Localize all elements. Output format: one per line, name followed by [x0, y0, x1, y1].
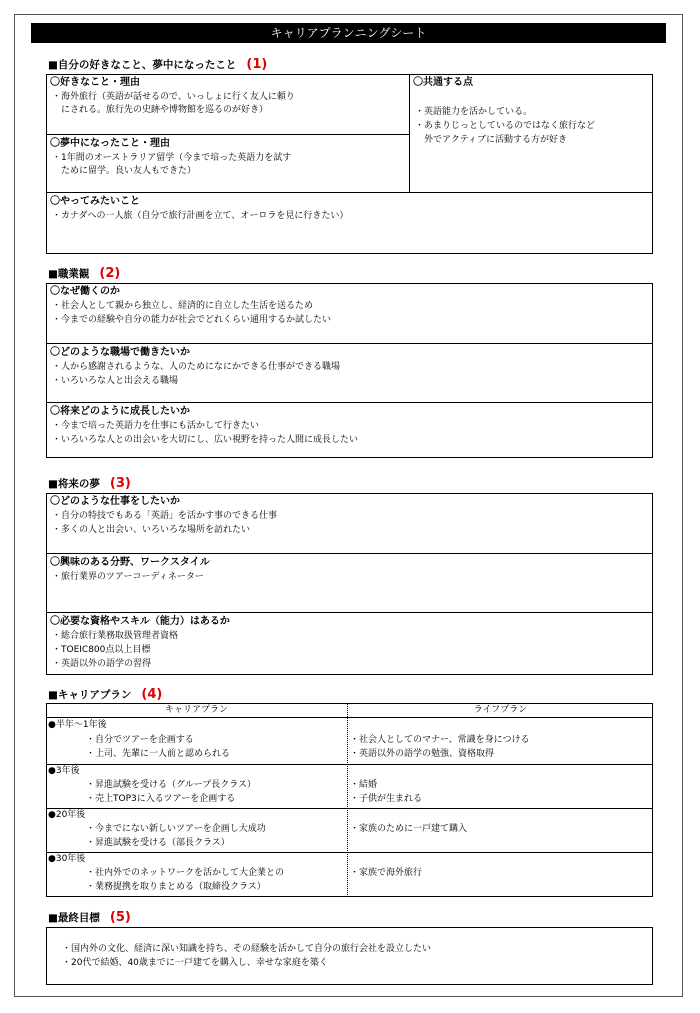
career-plan-row-divider	[46, 852, 653, 853]
section1-vdivider	[409, 74, 410, 192]
career-item: ・上司、先輩に一人前と認められる	[86, 749, 231, 759]
life-item: ・英語以外の語学の勉強、資格取得	[350, 749, 495, 759]
want-title: 〇やってみたいこと	[50, 196, 140, 207]
career-item: ・自分でツアーを企画する	[86, 735, 194, 745]
life-item: ・家族で海外旅行	[350, 868, 423, 878]
life-item: ・社会人としてのマナー、常識を身につける	[350, 735, 530, 745]
section4-heading	[48, 688, 162, 702]
final-goal-box	[46, 927, 653, 985]
career-item: ・社内外でのネットワークを活かして大企業との	[86, 868, 285, 878]
want-line: ・カナダへの一人旅（自分で旅行計画を立て、オーロラを見に行きたい）	[52, 211, 349, 221]
growth-line: ・今まで培った英語力を仕事にも活かして行きたい	[52, 421, 260, 431]
section3-heading	[48, 477, 131, 491]
skills-line: ・総合旅行業務取扱管理者資格	[52, 631, 179, 641]
life-item: ・子供が生まれる	[350, 794, 423, 804]
section2-number: (2)	[99, 266, 121, 281]
why-work-line: ・今までの経験や自分の能力が社会でどれくらい通用するか試したい	[52, 315, 332, 325]
passion-line: ・1年間のオーストラリア留学（今まで培った英語力を試す	[52, 153, 292, 163]
section3-divider	[46, 612, 653, 613]
career-plan-header-divider	[46, 717, 653, 718]
period-label: ●3年後	[48, 766, 80, 776]
section5-heading-text: ■最終目標	[48, 912, 100, 924]
section3-heading-text: ■将来の夢	[48, 478, 100, 490]
common-line: ・英語能力を活かしている。	[415, 107, 533, 117]
likes-title: 〇好きなこと・理由	[50, 77, 140, 88]
section1-heading-text: ■自分の好きなこと、夢中になったこと	[48, 59, 237, 71]
life-item: ・結婚	[350, 780, 378, 790]
career-item: ・売上TOP3に入るツアーを企画する	[86, 794, 236, 804]
career-plan-column-divider	[347, 703, 348, 897]
career-column-header: キャリアプラン	[164, 705, 228, 715]
section4-number: (4)	[141, 687, 163, 702]
life-item: ・家族のために一戸建て購入	[350, 824, 468, 834]
period-label: ●20年後	[48, 810, 86, 820]
section5-number: (5)	[109, 910, 131, 925]
job-line: ・自分の特技でもある「英語」を活かす事のできる仕事	[52, 511, 278, 521]
period-label: ●30年後	[48, 854, 86, 864]
career-plan-row-divider	[46, 808, 653, 809]
final-goal-line: ・20代で結婚、40歳までに一戸建てを購入し、幸せな家庭を築く	[62, 958, 328, 968]
career-item: ・昇進試験を受ける（部長クラス）	[86, 838, 230, 848]
section3-number: (3)	[109, 476, 131, 491]
section2-heading	[48, 267, 120, 281]
career-item: ・今までにない新しいツアーを企画し大成功	[86, 824, 266, 834]
section2-divider	[46, 402, 653, 403]
job-line: ・多くの人と出会い、いろいろな場所を訪れたい	[52, 525, 251, 535]
why-work-title: 〇なぜ働くのか	[50, 286, 120, 297]
growth-title: 〇将来どのように成長したいか	[50, 406, 190, 417]
growth-line: ・いろいろな人との出会いを大切にし、広い視野を持った人間に成長したい	[52, 435, 359, 445]
likes-line: ・海外旅行（英語が話せるので、いっしょに行く友人に頼り	[52, 92, 295, 102]
section2-heading-text: ■職業観	[48, 268, 90, 280]
common-line: 外でアクティブに活動する方が好き	[415, 135, 568, 145]
sheet-title: キャリアプランニングシート	[31, 23, 666, 43]
interest-title: 〇興味のある分野、ワークスタイル	[50, 557, 210, 568]
passion-line: ために留学。良い友人もできた）	[52, 166, 197, 176]
period-label: ●半年～1年後	[48, 720, 107, 730]
passion-title: 〇夢中になったこと・理由	[50, 138, 170, 149]
job-title: 〇どのような仕事をしたいか	[50, 496, 180, 507]
life-column-header: ライフプラン	[473, 705, 528, 715]
section2-divider	[46, 343, 653, 344]
skills-title: 〇必要な資格やスキル（能力）はあるか	[50, 616, 230, 627]
section1-hdivider	[46, 192, 653, 193]
section4-heading-text: ■キャリアプラン	[48, 689, 132, 701]
workplace-line: ・人から感謝されるような、人のためになにかできる仕事ができる職場	[52, 362, 341, 372]
section1-hdivider-left	[46, 134, 409, 135]
common-line: ・あまりじっとしているのではなく旅行など	[415, 121, 596, 131]
final-goal-line: ・国内外の文化、経済に深い知識を持ち、その経験を活かして自分の旅行会社を設立したい	[62, 944, 432, 954]
why-work-line: ・社会人として親から独立し、経済的に自立した生活を送るため	[52, 301, 314, 311]
career-plan-row-divider	[46, 764, 653, 765]
workplace-line: ・いろいろな人と出会える職場	[52, 376, 179, 386]
skills-line: ・英語以外の語学の習得	[52, 659, 152, 669]
section1-heading	[48, 58, 267, 72]
section1-number: (1)	[246, 57, 268, 72]
section5-heading	[48, 911, 131, 925]
career-item: ・業務提携を取りまとめる（取締役クラス）	[86, 882, 266, 892]
skills-line: ・TOEIC800点以上目標	[52, 645, 151, 655]
interest-line: ・旅行業界のツアーコーディネーター	[52, 572, 204, 582]
section3-divider	[46, 553, 653, 554]
common-title: 〇共通する点	[413, 77, 473, 88]
workplace-title: 〇どのような職場で働きたいか	[50, 347, 190, 358]
career-item: ・昇進試験を受ける（グループ長クラス）	[86, 780, 257, 790]
likes-line: にされる。旅行先の史跡や博物館を巡るのが好き）	[52, 105, 269, 115]
